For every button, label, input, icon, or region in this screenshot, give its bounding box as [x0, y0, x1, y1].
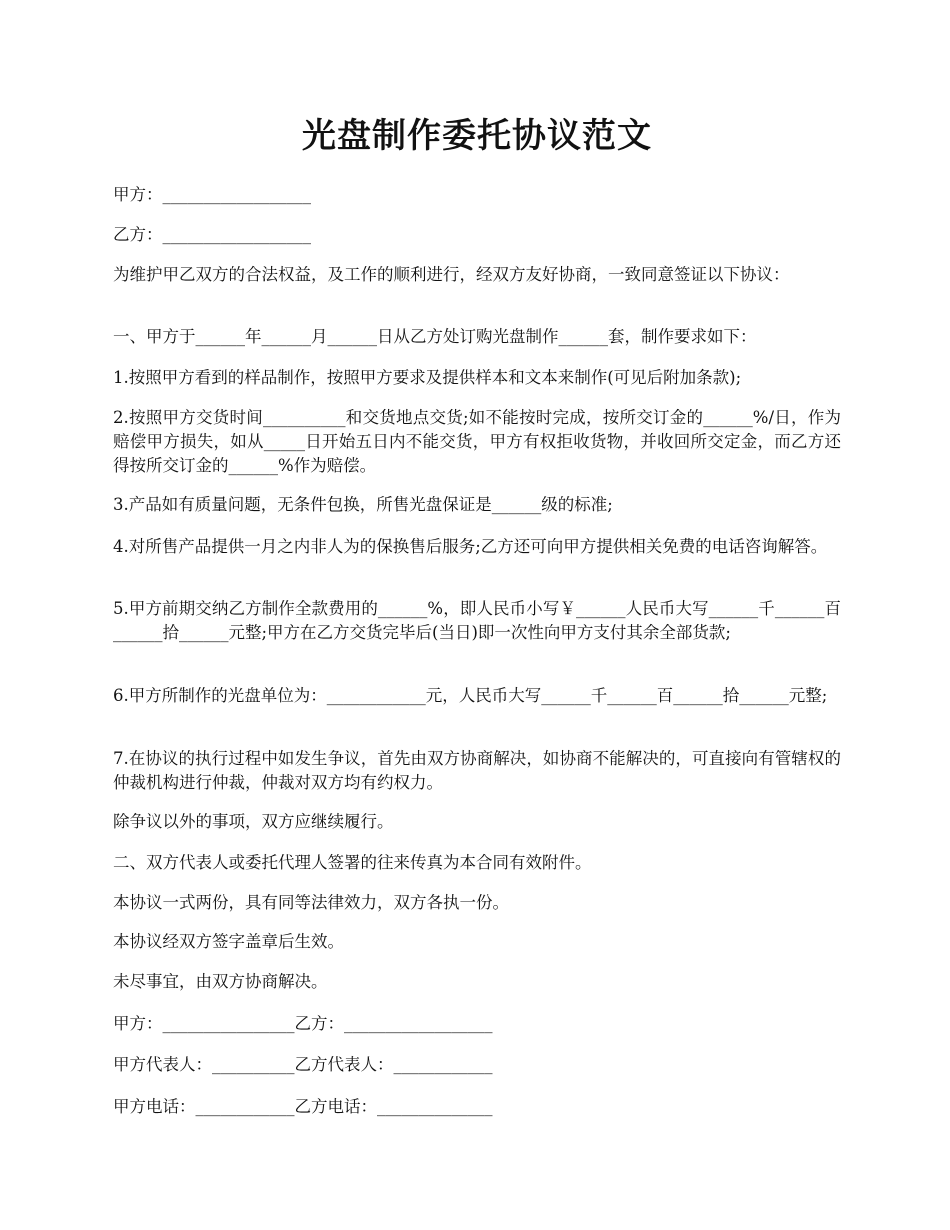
effective-line: 本协议经双方签字盖章后生效。: [113, 932, 344, 951]
continue-performance-line: 除争议以外的事项，双方应继续履行。: [113, 812, 394, 831]
clause-3: 3.产品如有质量问题，无条件包换，所售光盘保证是______级的标准;: [113, 495, 613, 514]
clause-5: 5.甲方前期交纳乙方制作全款费用的______%，即人民币小写￥______人民币大写______千______百______拾______元整;甲方在乙方交货完毕后(当日)即一次性向甲方支付其余全部货款;: [113, 599, 841, 642]
clause-7: 7.在协议的执行过程中如发生争议，首先由双方协商解决，如协商不能解决的，可直接向有管辖权的仲裁机构进行仲裁，仲裁对双方均有约权力。: [113, 749, 841, 792]
signature-phone-line: 甲方电话：____________乙方电话：______________: [113, 1097, 493, 1116]
section-two-heading: 二、双方代表人或委托代理人签署的往来传真为本合同有效附件。: [113, 853, 592, 872]
party-b-line: 乙方：__________________: [113, 225, 311, 244]
unresolved-matters-line: 未尽事宜，由双方协商解决。: [113, 972, 328, 991]
preamble-paragraph: 为维护甲乙双方的合法权益，及工作的顺利进行，经双方友好协商，一致同意签证以下协议：: [113, 265, 790, 284]
signature-representative-line: 甲方代表人：__________乙方代表人：____________: [113, 1055, 493, 1074]
section-one-heading: 一、甲方于______年______月______日从乙方处订购光盘制作______套，制作要求如下：: [113, 327, 757, 346]
clause-2: 2.按照甲方交货时间__________和交货地点交货;如不能按时完成，按所交订金的______%/日，作为赔偿甲方损失，如从_____日开始五日内不能交货，甲方有权拒收货物，并收回所交定金，而乙方还得按所交订金的______%作为赔偿。: [113, 408, 841, 475]
signature-party-line: 甲方：________________乙方：__________________: [113, 1014, 493, 1033]
document-title: 光盘制作委托协议范文: [302, 116, 652, 156]
copies-line: 本协议一式两份，具有同等法律效力，双方各执一份。: [113, 893, 509, 912]
party-a-line: 甲方：__________________: [113, 185, 311, 204]
clause-6: 6.甲方所制作的光盘单位为：____________元，人民币大写______千______百______拾______元整;: [113, 686, 828, 705]
clause-4: 4.对所售产品提供一月之内非人为的保换售后服务;乙方还可向甲方提供相关免费的电话咨询解答。: [113, 537, 828, 556]
clause-1: 1.按照甲方看到的样品制作，按照甲方要求及提供样本和文本来制作(可见后附加条款);: [113, 368, 742, 387]
